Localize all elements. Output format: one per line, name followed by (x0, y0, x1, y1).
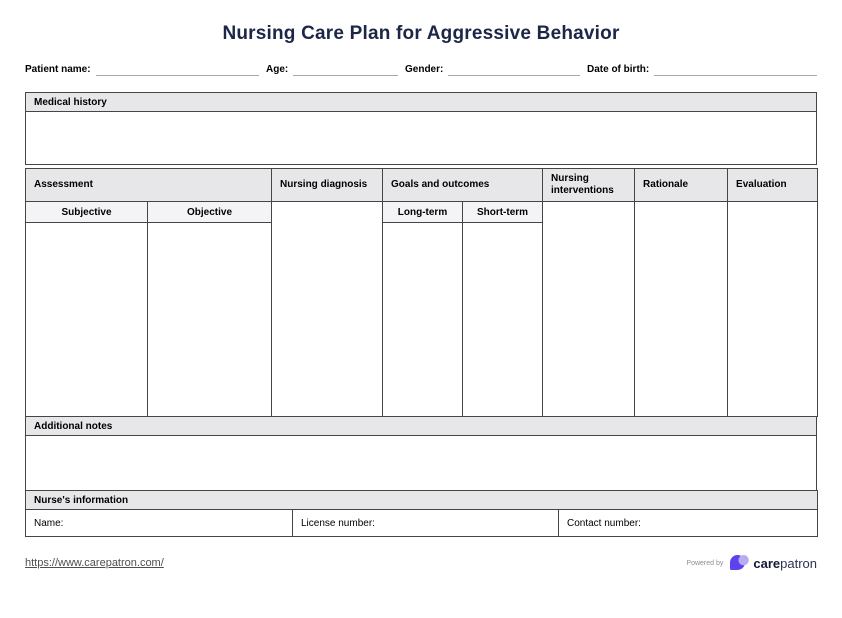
age-label: Age: (266, 64, 289, 75)
medical-history-header: Medical history (26, 93, 817, 112)
age-input[interactable] (293, 64, 398, 76)
evaluation-cell[interactable] (728, 202, 818, 417)
rationale-cell[interactable] (635, 202, 728, 417)
gender-input[interactable] (448, 64, 580, 76)
contact-number-field[interactable] (559, 510, 818, 537)
subheader-long-term: Long-term (383, 202, 463, 223)
powered-by-label: Powered by (686, 559, 724, 567)
long-term-cell[interactable] (383, 223, 463, 417)
nursing-interventions-cell[interactable] (543, 202, 635, 417)
col-header-evaluation: Evaluation (728, 169, 818, 202)
patient-name-field (25, 64, 259, 76)
col-header-nursing-interventions: Nursing interventions (543, 169, 635, 202)
page-title: Nursing Care Plan for Aggressive Behavior (222, 23, 620, 44)
care-table-header-row (26, 169, 818, 202)
additional-notes-header: Additional notes (26, 417, 817, 436)
nurse-information-row (26, 510, 818, 537)
nurse-name-field[interactable] (26, 510, 293, 537)
carepatron-wordmark (729, 554, 817, 572)
gender-label: Gender: (405, 64, 444, 75)
col-header-assessment: Assessment (26, 169, 272, 202)
gender-field (405, 64, 580, 76)
brand-care: care (753, 555, 781, 571)
subheader-subjective: Subjective (26, 202, 148, 223)
page-footer (25, 554, 817, 572)
date-of-birth-field (587, 64, 817, 76)
additional-notes-table (25, 416, 817, 491)
powered-by-block (686, 554, 817, 572)
patient-info-row (25, 64, 817, 76)
medical-history-content[interactable] (26, 112, 817, 165)
age-field (266, 64, 398, 76)
license-number-label: License number: (301, 517, 375, 529)
document-page (0, 23, 842, 572)
contact-number-label: Contact number: (567, 517, 641, 529)
brand-patron: patron (780, 555, 817, 571)
additional-notes-content[interactable] (26, 436, 817, 491)
nursing-diagnosis-cell[interactable] (272, 202, 383, 417)
subheader-short-term: Short-term (463, 202, 543, 223)
col-header-nursing-diagnosis: Nursing diagnosis (272, 169, 383, 202)
nurse-information-header: Nurse's information (26, 491, 818, 510)
patient-name-input[interactable] (96, 64, 259, 76)
care-table-subheader-row (26, 202, 818, 223)
col-header-goals-and-outcomes: Goals and outcomes (383, 169, 543, 202)
nurse-information-table (25, 490, 818, 537)
care-plan-table (25, 168, 818, 417)
objective-cell[interactable] (148, 223, 272, 417)
short-term-cell[interactable] (463, 223, 543, 417)
date-of-birth-input[interactable] (654, 64, 817, 76)
carepatron-link[interactable]: https://www.carepatron.com/ (25, 557, 164, 569)
subheader-objective: Objective (148, 202, 272, 223)
date-of-birth-label: Date of birth: (587, 64, 650, 75)
col-header-rationale: Rationale (635, 169, 728, 202)
patient-name-label: Patient name: (25, 64, 91, 75)
medical-history-table (25, 92, 817, 165)
subjective-cell[interactable] (26, 223, 148, 417)
license-number-field[interactable] (293, 510, 559, 537)
carepatron-logo-icon (729, 554, 750, 572)
nurse-name-label: Name: (34, 517, 64, 529)
